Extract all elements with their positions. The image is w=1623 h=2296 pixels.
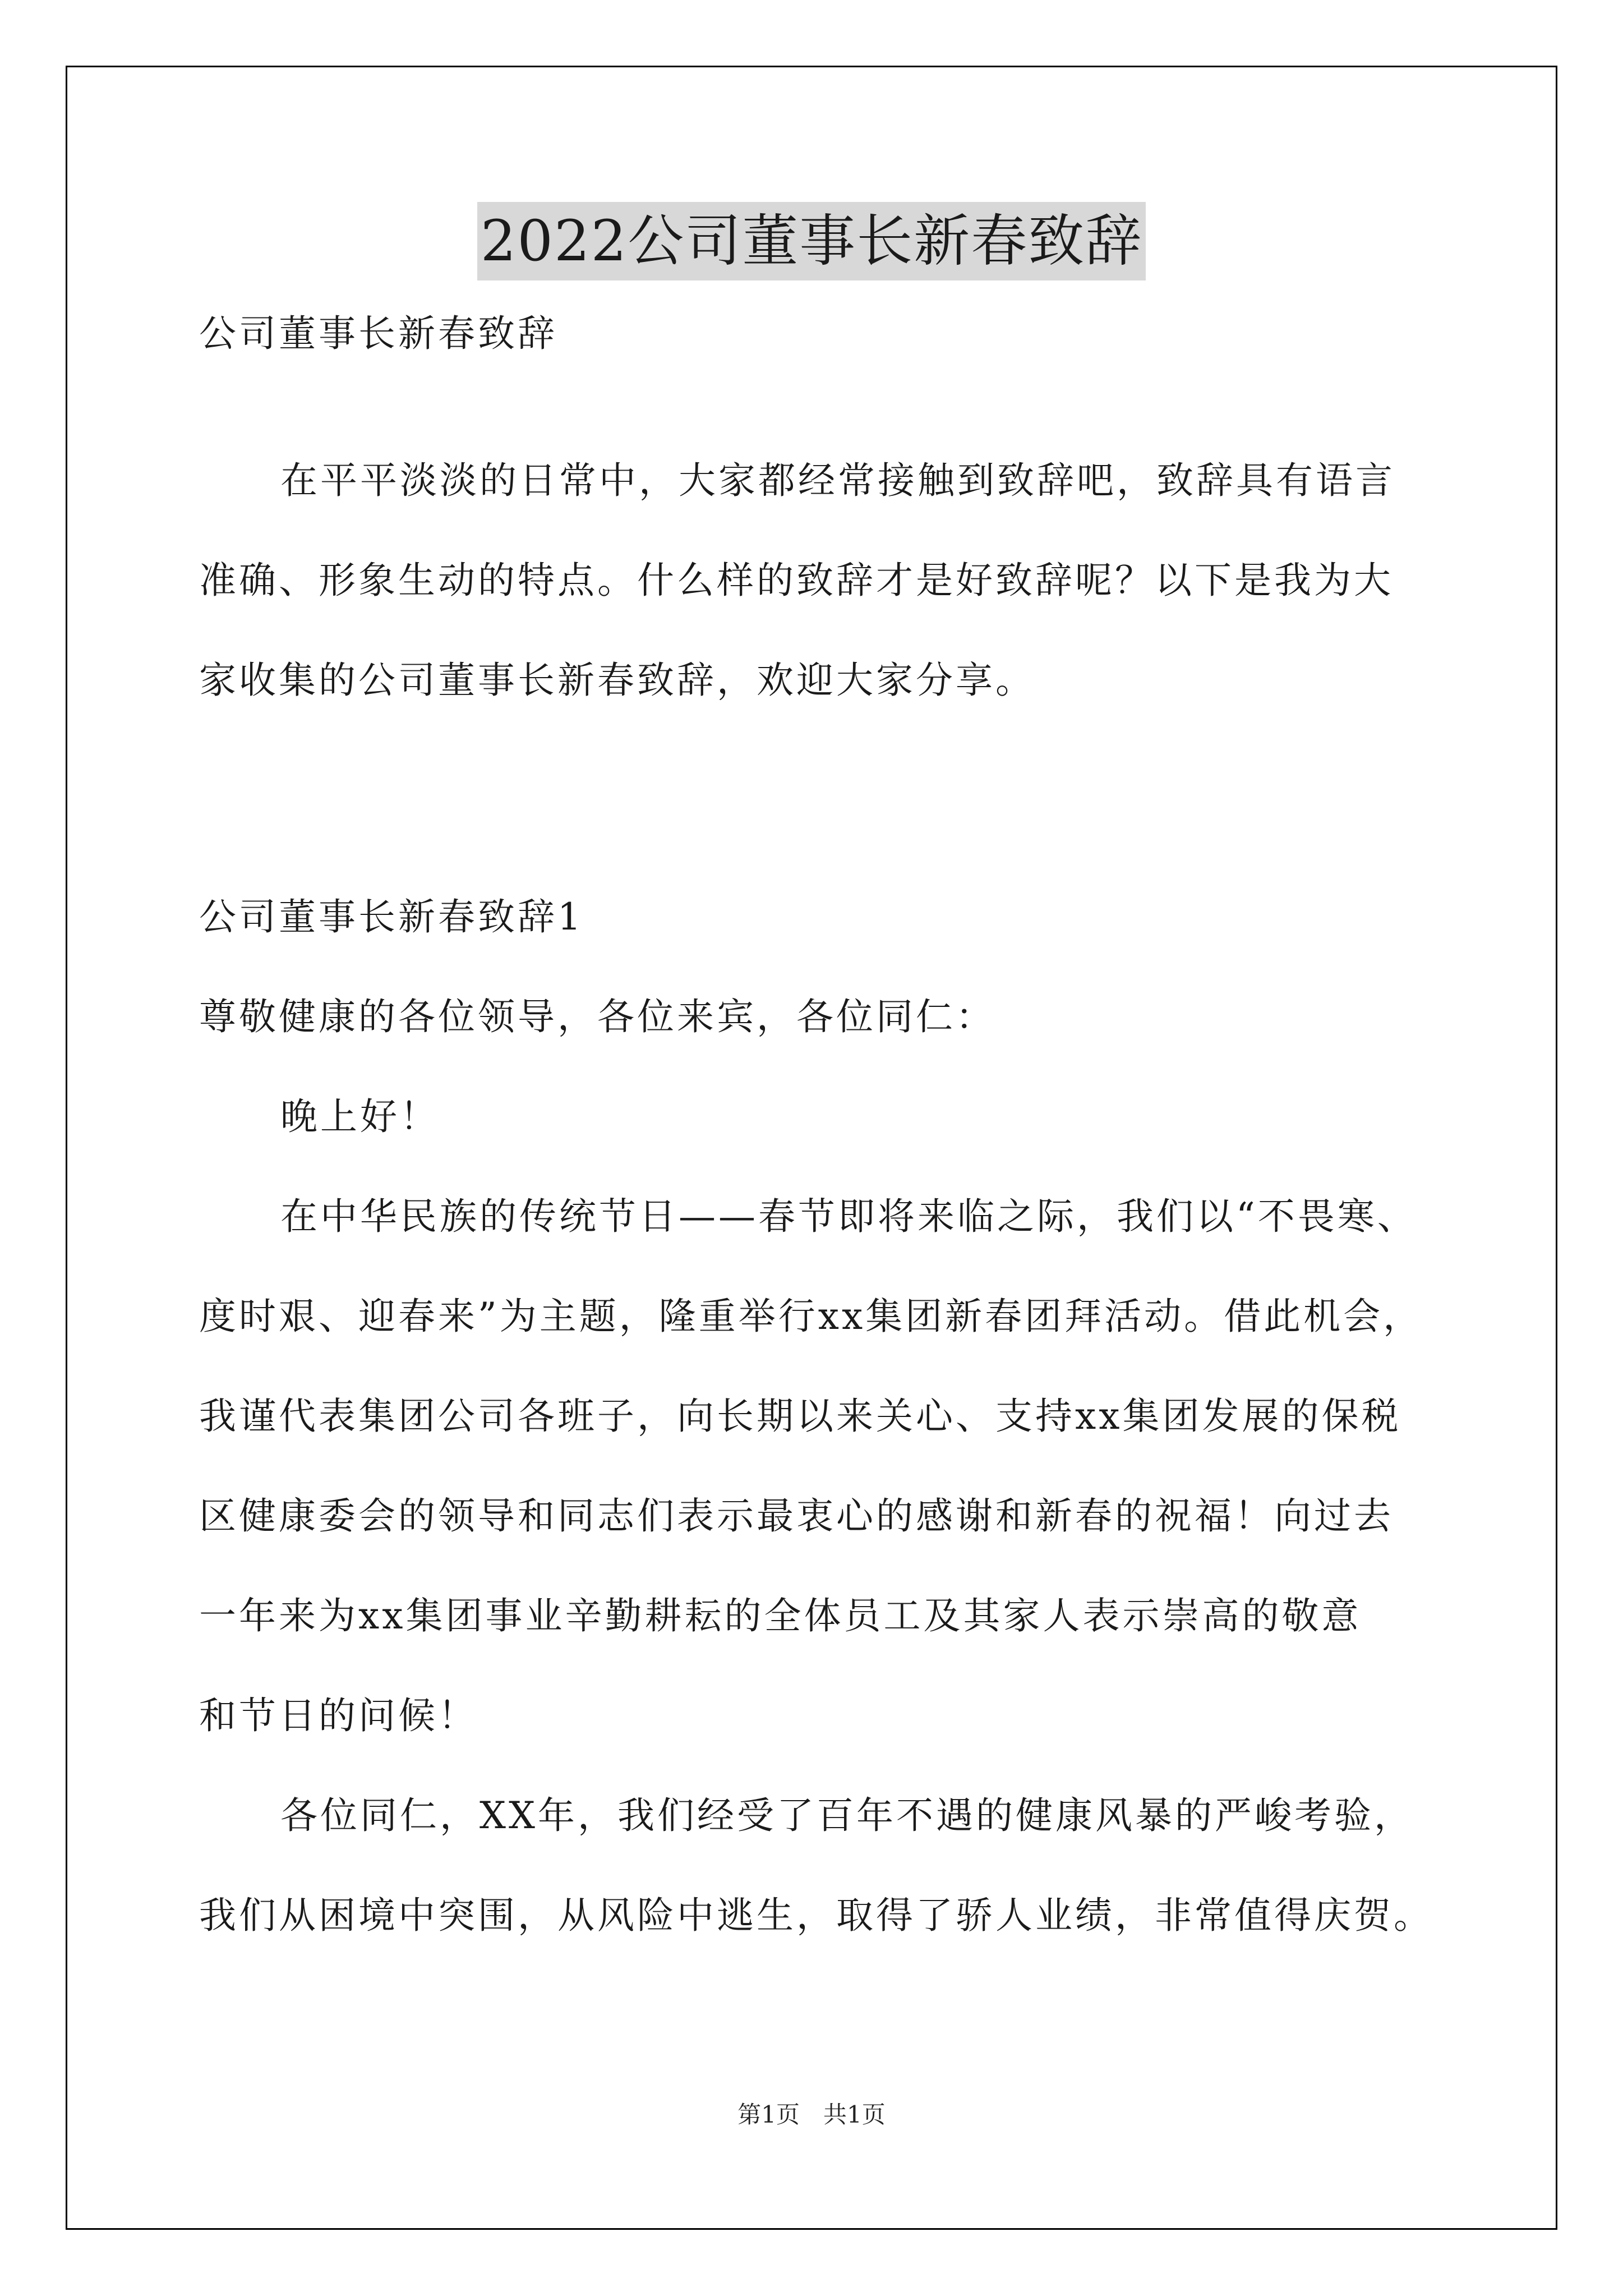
page-footer: 第1页 共1页 bbox=[737, 2101, 886, 2128]
salutation: 尊敬健康的各位领导，各位来宾，各位同仁： bbox=[199, 995, 995, 1038]
intro-line-2: 准确、形象生动的特点。什么样的致辞才是好致辞呢？以下是我为大 bbox=[199, 559, 1394, 602]
greeting: 晚上好！ bbox=[280, 1095, 440, 1138]
paragraph2-line-2: 我们从困境中突围，从风险中逃生，取得了骄人业绩，非常值得庆贺。 bbox=[199, 1894, 1433, 1937]
paragraph1-line-4: 区健康委会的领导和同志们表示最衷心的感谢和新春的祝福！向过去 bbox=[199, 1494, 1394, 1538]
paragraph1-line-2: 度时艰、迎春来”为主题，隆重举行xx集团新春团拜活动。借此机会， bbox=[199, 1295, 1423, 1338]
paragraph2-line-1: 各位同仁，XX年，我们经受了百年不遇的健康风暴的严峻考验， bbox=[280, 1794, 1414, 1837]
paragraph1-line-5: 一年来为xx集团事业辛勤耕耘的全体员工及其家人表示崇高的敬意 bbox=[199, 1594, 1362, 1637]
document-title: 2022公司董事长新春致辞 bbox=[477, 202, 1146, 280]
document-subtitle: 公司董事长新春致辞 bbox=[199, 312, 557, 355]
paragraph1-line-6: 和节日的问候！ bbox=[199, 1694, 478, 1737]
section-heading: 公司董事长新春致辞1 bbox=[199, 895, 584, 938]
intro-line-3: 家收集的公司董事长新春致辞，欢迎大家分享。 bbox=[199, 659, 1035, 702]
paragraph1-line-3: 我谨代表集团公司各班子，向长期以来关心、支持xx集团发展的保税 bbox=[199, 1395, 1401, 1438]
paragraph1-line-1: 在中华民族的传统节日——春节即将来临之际，我们以“不畏寒、 bbox=[280, 1195, 1417, 1238]
intro-line-1: 在平平淡淡的日常中，大家都经常接触到致辞吧，致辞具有语言 bbox=[280, 459, 1395, 502]
title-container bbox=[0, 202, 1623, 280]
